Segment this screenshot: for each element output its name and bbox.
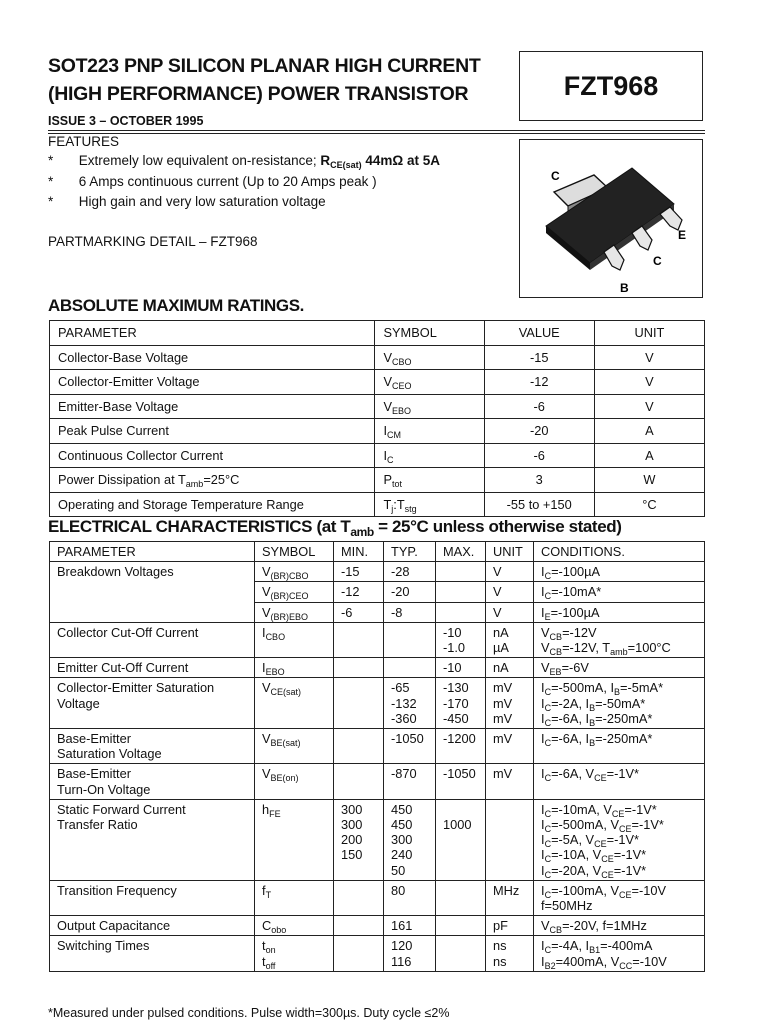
pin-label: B [620, 281, 629, 295]
symbol-cell: $I_C$ [375, 443, 484, 468]
max-cell [436, 562, 486, 582]
parameter-cell: Collector-Base Voltage [50, 345, 375, 370]
min-cell [334, 936, 384, 971]
min-cell [334, 916, 384, 936]
table-header-row [50, 321, 705, 346]
elec-char-heading: ELECTRICAL CHARACTERISTICS (at $T_{amb} = 25^\circ C$ unless otherwise stated) [48, 517, 622, 539]
unit-cell: V [594, 394, 704, 419]
table-header-row [50, 542, 705, 562]
parameter-cell: Continuous Collector Current [50, 443, 375, 468]
table-row [50, 419, 705, 444]
column-header: PARAMETER [50, 542, 255, 562]
table-row [50, 492, 705, 517]
parameter-cell: Breakdown Voltages [50, 562, 255, 582]
unit-cell: A [594, 443, 704, 468]
footnote: *Measured under pulsed conditions. Pulse width=300µs. Duty cycle ≤2% [48, 1006, 450, 1020]
symbol-cell: $V_{EBO}$ [375, 394, 484, 419]
unit-cell: mV [486, 729, 534, 764]
typ-cell [384, 658, 436, 678]
table-row [50, 799, 705, 880]
symbol-cell: $f_T$ [255, 880, 334, 915]
parameter-cell: Base-Emitter Turn-On Voltage [50, 764, 255, 799]
symbol-cell: $V_{CEO}$ [375, 370, 484, 395]
symbol-cell: $V_{(BR)CBO}$ [255, 562, 334, 582]
symbol-cell: $V_{CBO}$ [375, 345, 484, 370]
conditions-cell: $I_C=-10mA$, $V_{CE}=-1V*$ $I_C=-500mA$, $V_{CE}=-1V*$ $I_C=-5A$, $V_{CE}=-1V*$ $I_C=-10A$, $V_{CE}=-1V*$ $I_C=-20A$, $V_{CE}=-1V*$ [534, 799, 705, 880]
table-row [50, 602, 705, 622]
column-header: SYMBOL [255, 542, 334, 562]
max-cell [436, 936, 486, 971]
parameter-cell: Peak Pulse Current [50, 419, 375, 444]
conditions-cell: $I_E=-100\mu A$ [534, 602, 705, 622]
symbol-cell: $P_{tot}$ [375, 468, 484, 493]
conditions-cell: $I_C=-10mA*$ [534, 582, 705, 602]
typ-cell: -8 [384, 602, 436, 622]
pin-label: C [653, 254, 662, 268]
bullet-star: * [48, 174, 54, 189]
table-row [50, 443, 705, 468]
bullet-star: * [48, 194, 54, 209]
parameter-cell [50, 602, 255, 622]
max-cell [436, 602, 486, 622]
unit-cell: ns ns [486, 936, 534, 971]
typ-cell: -1050 [384, 729, 436, 764]
unit-cell: nA µA [486, 622, 534, 657]
min-cell [334, 764, 384, 799]
typ-cell: 80 [384, 880, 436, 915]
column-header: MIN. [334, 542, 384, 562]
min-cell [334, 729, 384, 764]
min-cell: -12 [334, 582, 384, 602]
conditions-cell: $I_C=-4A$, $I_{B1}=-400mA$ $I_{B2}=400mA$, $V_{CC}=-10V$ [534, 936, 705, 971]
symbol-cell: $C_{obo}$ [255, 916, 334, 936]
feature-text: High gain and very low saturation voltage [78, 194, 326, 209]
table-row [50, 622, 705, 657]
pin-label: C [551, 169, 560, 183]
unit-cell: °C [594, 492, 704, 517]
abs-max-table [49, 320, 705, 517]
parameter-cell: Collector Cut-Off Current [50, 622, 255, 657]
title-line-2: (HIGH PERFORMANCE) POWER TRANSISTOR [48, 83, 469, 105]
value-cell: 3 [484, 468, 594, 493]
min-cell: -6 [334, 602, 384, 622]
value-cell: -12 [484, 370, 594, 395]
abs-max-heading: ABSOLUTE MAXIMUM RATINGS. [48, 296, 305, 315]
symbol-cell: $t_{on}$ $t_{off}$ [255, 936, 334, 971]
symbol-cell: $I_{EBO}$ [255, 658, 334, 678]
conditions-cell: $V_{CB}=-20V$, f=1MHz [534, 916, 705, 936]
typ-cell: -65 -132 -360 [384, 678, 436, 729]
min-cell [334, 880, 384, 915]
symbol-cell: $V_{(BR)EBO}$ [255, 602, 334, 622]
column-header: CONDITIONS. [534, 542, 705, 562]
typ-cell: 450 450 300 240 50 [384, 799, 436, 880]
parameter-cell: Output Capacitance [50, 916, 255, 936]
conditions-cell: $I_C=-6A$, $V_{CE}=-1V*$ [534, 764, 705, 799]
table-row [50, 678, 705, 729]
title-line-1: SOT223 PNP SILICON PLANAR HIGH CURRENT [48, 55, 481, 77]
max-cell: -10 -1.0 [436, 622, 486, 657]
conditions-cell: $I_C=-6A$, $I_B=-250mA*$ [534, 729, 705, 764]
partmarking-detail: PARTMARKING DETAIL – FZT968 [48, 234, 258, 249]
issue-line: ISSUE 3 – OCTOBER 1995 [48, 114, 204, 128]
parameter-cell: Switching Times [50, 936, 255, 971]
feature-item [48, 174, 377, 189]
max-cell: -1050 [436, 764, 486, 799]
table-row [50, 468, 705, 493]
table-row [50, 370, 705, 395]
parameter-cell: Collector-Emitter Saturation Voltage [50, 678, 255, 729]
parameter-cell: Power Dissipation at $T_{amb}=25^\circ C$ [50, 468, 375, 493]
max-cell: -1200 [436, 729, 486, 764]
min-cell [334, 678, 384, 729]
bullet-star: * [48, 153, 54, 168]
pin-label: E [678, 228, 687, 242]
min-cell: 300 300 200 150 [334, 799, 384, 880]
value-cell: -15 [484, 345, 594, 370]
table-row [50, 729, 705, 764]
max-cell: 1000 [436, 799, 486, 880]
conditions-cell: $I_C=-500mA$, $I_B=-5mA*$ $I_C=-2A$, $I_B=-50mA*$ $I_C=-6A$, $I_B=-250mA*$ [534, 678, 705, 729]
max-cell [436, 916, 486, 936]
feature-item [48, 194, 326, 209]
max-cell [436, 880, 486, 915]
conditions-cell: $V_{EB}=-6V$ [534, 658, 705, 678]
column-header: VALUE [484, 321, 594, 346]
feature-text: Extremely low equivalent on-resistance; [78, 153, 317, 168]
header-divider [48, 130, 705, 131]
unit-cell: V [486, 582, 534, 602]
unit-cell: mV [486, 764, 534, 799]
table-row [50, 394, 705, 419]
min-cell: -15 [334, 562, 384, 582]
features-heading: FEATURES [48, 134, 120, 149]
min-cell [334, 658, 384, 678]
parameter-cell: Emitter-Base Voltage [50, 394, 375, 419]
feature-item [48, 153, 440, 168]
elec-char-table [49, 541, 705, 972]
unit-cell: V [594, 345, 704, 370]
unit-cell: V [486, 562, 534, 582]
column-header: SYMBOL [375, 321, 484, 346]
feature-bold-spec: $R_{CE(sat)}$ 44mΩ at 5A [320, 153, 441, 170]
min-cell [334, 622, 384, 657]
table-row [50, 764, 705, 799]
column-header: UNIT [486, 542, 534, 562]
table-row [50, 916, 705, 936]
parameter-cell [50, 582, 255, 602]
symbol-cell: $T_j:T_{stg}$ [375, 492, 484, 517]
typ-cell: -870 [384, 764, 436, 799]
unit-cell: pF [486, 916, 534, 936]
conditions-cell: $I_C=-100\mu A$ [534, 562, 705, 582]
unit-cell: nA [486, 658, 534, 678]
max-cell: -10 [436, 658, 486, 678]
unit-cell: A [594, 419, 704, 444]
symbol-cell: $h_{FE}$ [255, 799, 334, 880]
symbol-cell: $I_{CM}$ [375, 419, 484, 444]
typ-cell: 120 116 [384, 936, 436, 971]
symbol-cell: $V_{BE(sat)}$ [255, 729, 334, 764]
column-header: UNIT [594, 321, 704, 346]
typ-cell: -28 [384, 562, 436, 582]
symbol-cell: $I_{CBO}$ [255, 622, 334, 657]
symbol-cell: $V_{(BR)CEO}$ [255, 582, 334, 602]
value-cell: -6 [484, 394, 594, 419]
parameter-cell: Collector-Emitter Voltage [50, 370, 375, 395]
symbol-cell: $V_{BE(on)}$ [255, 764, 334, 799]
unit-cell: W [594, 468, 704, 493]
table-row [50, 936, 705, 971]
header-divider-2 [48, 133, 705, 134]
table-row [50, 562, 705, 582]
part-number-box [519, 51, 703, 121]
table-row [50, 582, 705, 602]
table-row [50, 658, 705, 678]
value-cell: -55 to +150 [484, 492, 594, 517]
column-header: TYP. [384, 542, 436, 562]
unit-cell [486, 799, 534, 880]
conditions-cell: $I_C=-100mA$, $V_{CE}=-10V$ f=50MHz [534, 880, 705, 915]
unit-cell: V [594, 370, 704, 395]
symbol-cell: $V_{CE(sat)}$ [255, 678, 334, 729]
feature-text: 6 Amps continuous current (Up to 20 Amps peak ) [78, 174, 377, 189]
document-title [48, 52, 518, 108]
column-header: PARAMETER [50, 321, 375, 346]
typ-cell: 161 [384, 916, 436, 936]
conditions-cell: $V_{CB}=-12V$ $V_{CB}=-12V$, $T_{amb}=100^\circ C$ [534, 622, 705, 657]
unit-cell: mV mV mV [486, 678, 534, 729]
part-number: FZT968 [563, 70, 659, 101]
typ-cell [384, 622, 436, 657]
value-cell: -6 [484, 443, 594, 468]
sot223-package-illustration [520, 140, 702, 297]
max-cell [436, 582, 486, 602]
package-illustration-box [519, 139, 703, 298]
table-row [50, 880, 705, 915]
unit-cell: MHz [486, 880, 534, 915]
parameter-cell: Base-Emitter Saturation Voltage [50, 729, 255, 764]
unit-cell: V [486, 602, 534, 622]
parameter-cell: Emitter Cut-Off Current [50, 658, 255, 678]
typ-cell: -20 [384, 582, 436, 602]
value-cell: -20 [484, 419, 594, 444]
table-row [50, 345, 705, 370]
parameter-cell: Transition Frequency [50, 880, 255, 915]
max-cell: -130 -170 -450 [436, 678, 486, 729]
parameter-cell: Static Forward Current Transfer Ratio [50, 799, 255, 880]
column-header: MAX. [436, 542, 486, 562]
parameter-cell: Operating and Storage Temperature Range [50, 492, 375, 517]
